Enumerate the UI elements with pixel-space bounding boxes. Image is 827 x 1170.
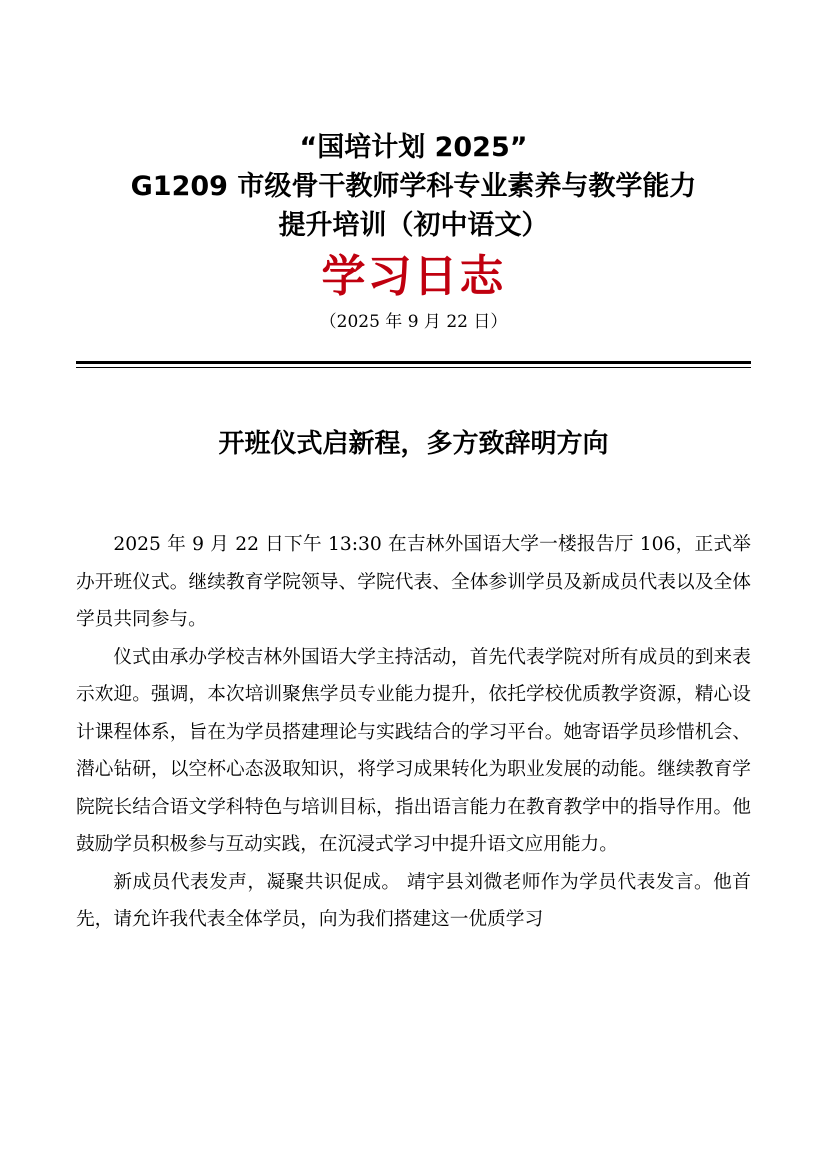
article-title: 开班仪式启新程，多方致辞明方向 [218,429,609,459]
paragraph: 2025 年 9 月 22 日下午 13:30 在吉林外国语大学一楼报告厅 106，正式举办开班仪式。继续教育学院领导、学院代表、全体参训学员及新成员代表以及全体学员共同参与。 [76,534,751,630]
header-divider-thick [76,361,751,364]
header-divider-thin [76,367,751,368]
main-title: 学习日志 [321,251,506,302]
article-body [76,526,751,939]
program-title-line-3: 提升培训（初中语文） [278,210,549,241]
paragraph: 仪式由承办学校吉林外国语大学主持活动，首先代表学院对所有成员的到来表示欢迎。强调，本次培训聚焦学员专业能力提升，依托学校优质教学资源，精心设计课程体系，旨在为学员搭建理论与实践结合的学习平台。她寄语学员珍惜机会、潜心钻研，以空杯心态汲取知识，将学习成果转化为职业发展的动能。继续教育学院院长结合语文学科特色与培训目标，指出语言能力在教育教学中的指导作用。他鼓励学员积极参与互动实践，在沉浸式学习中提升语文应用能力。 [76,646,751,855]
document-header [0,128,827,335]
program-title-line-1: “国培计划 2025” [299,132,528,163]
paragraph: 新成员代表发声，凝聚共识促成。 靖宇县刘微老师作为学员代表发言。他首先，请允许我代表全体学员，向为我们搭建这一优质学习 [76,871,751,930]
program-title-line-2: G1209 市级骨干教师学科专业素养与教学能力 [130,171,697,202]
issue-date: （2025 年 9 月 22 日） [319,312,508,332]
